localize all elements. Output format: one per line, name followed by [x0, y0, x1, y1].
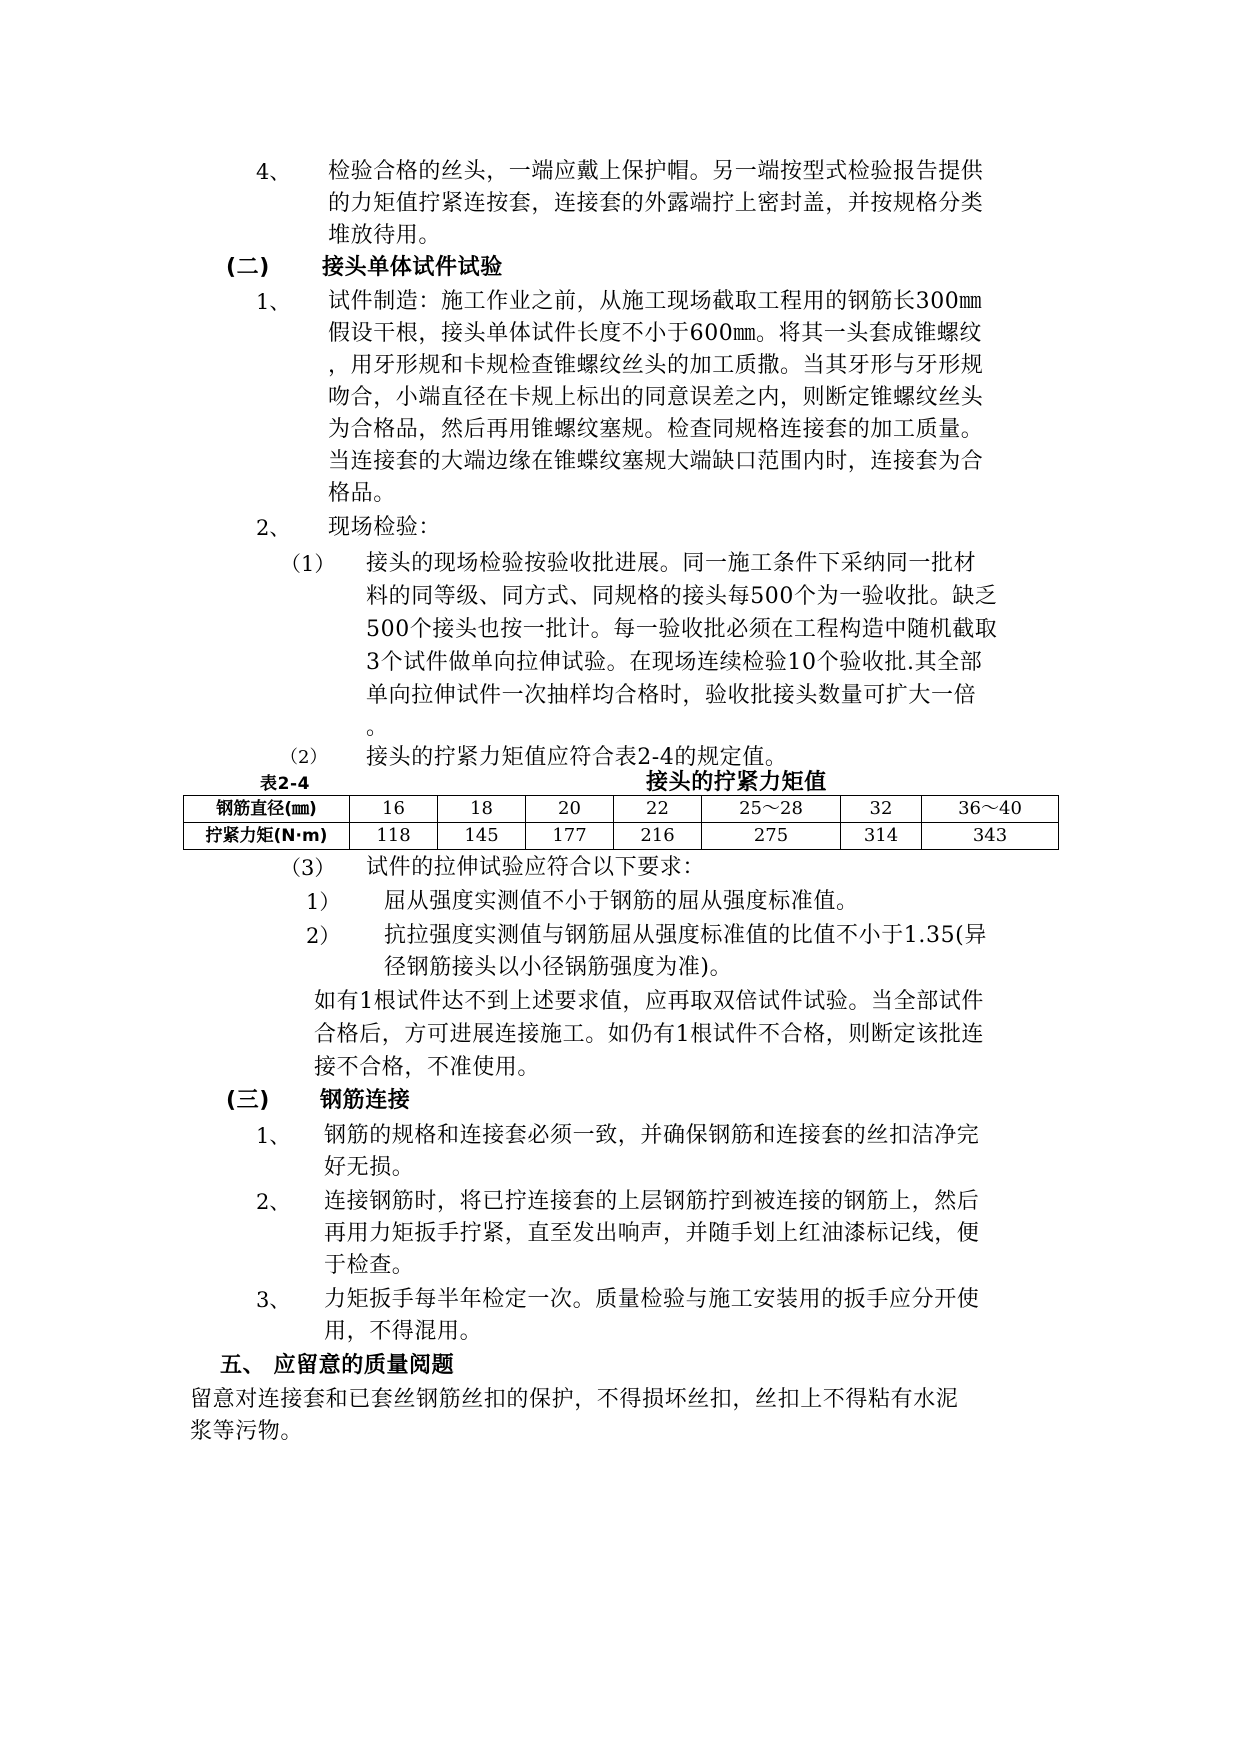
table-row — [184, 796, 1059, 823]
table-cell: 118 — [350, 823, 438, 850]
table-cell: 18 — [438, 796, 526, 823]
table-cell: 343 — [922, 823, 1059, 850]
paragraph-line: 浆等污物。 — [190, 1419, 304, 1444]
item-heading: 现场检验： — [328, 515, 442, 540]
paragraph-line: ，用牙形规和卡规检查锥螺纹丝头的加工质撒。当其牙形与牙形规 — [328, 353, 984, 378]
table-row — [184, 823, 1059, 850]
item-number: 1、 — [256, 1124, 291, 1148]
paragraph-line: 3个试件做单向拉伸试验。在现场连续检验10个验收批.其全部 — [366, 650, 983, 675]
sub-item-number: （1） — [280, 552, 336, 576]
paragraph-line: 合格后，方可进展连接施工。如仍有1根试件不合格，则断定该批连 — [314, 1022, 984, 1047]
paragraph-line: 吻合，小端直径在卡规上标出的同意误差之内，则断定锥螺纹丝头 — [328, 385, 984, 410]
paragraph-line: 连接钢筋时，将已拧连接套的上层钢筋拧到被连接的钢筋上，然后 — [324, 1189, 980, 1214]
paragraph-line: 留意对连接套和已套丝钢筋丝扣的保护，不得损坏丝扣，丝扣上不得粘有水泥 — [190, 1387, 959, 1412]
table-cell: 16 — [350, 796, 438, 823]
paragraph-line: 试件制造：施工作业之前，从施工现场截取工程用的钢筋长300㎜ — [328, 289, 982, 314]
item-number: 2、 — [256, 1190, 291, 1214]
table-cell: 145 — [438, 823, 526, 850]
paragraph-line: 屈从强度实测值不小于钢筋的屈从强度标准值。 — [384, 889, 859, 914]
table-label: 表2-4 — [260, 774, 311, 794]
paragraph-line: 单向拉伸试件一次抽样均合格时，验收批接头数量可扩大一倍 — [366, 683, 977, 708]
paragraph-line: 力矩扳手每半年检定一次。质量检验与施工安装用的扳手应分开使 — [324, 1287, 980, 1312]
section-heading: 五、 应留意的质量阅题 — [220, 1353, 455, 1378]
paragraph-line: 接头的现场检验按验收批进展。同一施工条件下采纳同一批材 — [366, 551, 977, 576]
table-cell: 314 — [841, 823, 922, 850]
sub-item-number: （2） — [280, 747, 328, 768]
paragraph-line: 接不合格，不准使用。 — [314, 1055, 541, 1080]
paragraph-line: 钢筋的规格和连接套必须一致，并确保钢筋和连接套的丝扣洁净完 — [324, 1123, 980, 1148]
paragraph-line: 再用力矩扳手拧紧，直至发出响声，并随手划上红油漆标记线，便 — [324, 1221, 980, 1246]
paragraph-line: 的力矩值拧紧连按套，连接套的外露端拧上密封盖，并按规格分类 — [328, 191, 984, 216]
table-cell: 177 — [526, 823, 614, 850]
paragraph-line: 于检查。 — [324, 1253, 415, 1278]
paragraph-line: 500个接头也按一批计。每一验收批必须在工程构造中随机截取 — [366, 617, 998, 642]
sub-item-number: （3） — [280, 856, 336, 880]
table-cell: 22 — [614, 796, 702, 823]
section-heading: 钢筋连接 — [320, 1088, 411, 1113]
section-number: (二) — [226, 255, 270, 280]
table-row-header: 钢筋直径(㎜) — [184, 796, 350, 823]
paragraph-line: 为合格品，然后再用锥螺纹塞规。检查同规格连接套的加工质量。 — [328, 417, 984, 442]
paragraph-line: 试件的拉伸试验应符合以下要求： — [366, 855, 706, 880]
item-number: 2、 — [256, 516, 291, 540]
paragraph-line: 如有1根试件达不到上述要求值，应再取双倍试件试验。当全部试件 — [314, 989, 984, 1014]
requirement-number: 1） — [306, 890, 341, 914]
item-number: 3、 — [256, 1288, 291, 1312]
section-number: (三) — [226, 1088, 270, 1113]
paragraph-line: 格品。 — [328, 481, 396, 506]
paragraph-line: 径钢筋接头以小径锅筋强度为准)。 — [384, 955, 733, 980]
paragraph-line: 当连接套的大端边缘在锥蝶纹塞规大端缺口范围内时，连接套为合 — [328, 449, 984, 474]
table-title: 接头的拧紧力矩值 — [646, 770, 827, 795]
paragraph-line: 用，不得混用。 — [324, 1319, 483, 1344]
torque-table — [183, 795, 1059, 850]
section-heading: 接头单体试件试验 — [322, 255, 503, 280]
table-cell: 275 — [702, 823, 841, 850]
paragraph-line: 。 — [366, 715, 389, 740]
paragraph-line: 接头的拧紧力矩值应符合表2-4的规定值。 — [366, 745, 788, 770]
paragraph-line: 好无损。 — [324, 1155, 415, 1180]
paragraph-line: 料的同等级、同方式、同规格的接头每500个为一验收批。缺乏 — [366, 584, 998, 609]
table-cell: 216 — [614, 823, 702, 850]
requirement-number: 2） — [306, 924, 341, 948]
item-number: 4、 — [256, 160, 291, 184]
table-cell: 20 — [526, 796, 614, 823]
paragraph-line: 检验合格的丝头，一端应戴上保护帽。另一端按型式检验报告提供 — [328, 159, 984, 184]
paragraph-line: 堆放待用。 — [328, 223, 442, 248]
table-cell: 36～40 — [922, 796, 1059, 823]
table-cell: 32 — [841, 796, 922, 823]
table-cell: 25～28 — [702, 796, 841, 823]
item-number: 1、 — [256, 290, 291, 314]
table-row-header: 拧紧力矩(N·m) — [184, 823, 350, 850]
paragraph-line: 抗拉强度实测值与钢筋屈从强度标准值的比值不小于1.35(异 — [384, 923, 987, 948]
paragraph-line: 假设干根，接头单体试件长度不小于600㎜。将其一头套成锥螺纹 — [328, 321, 982, 346]
